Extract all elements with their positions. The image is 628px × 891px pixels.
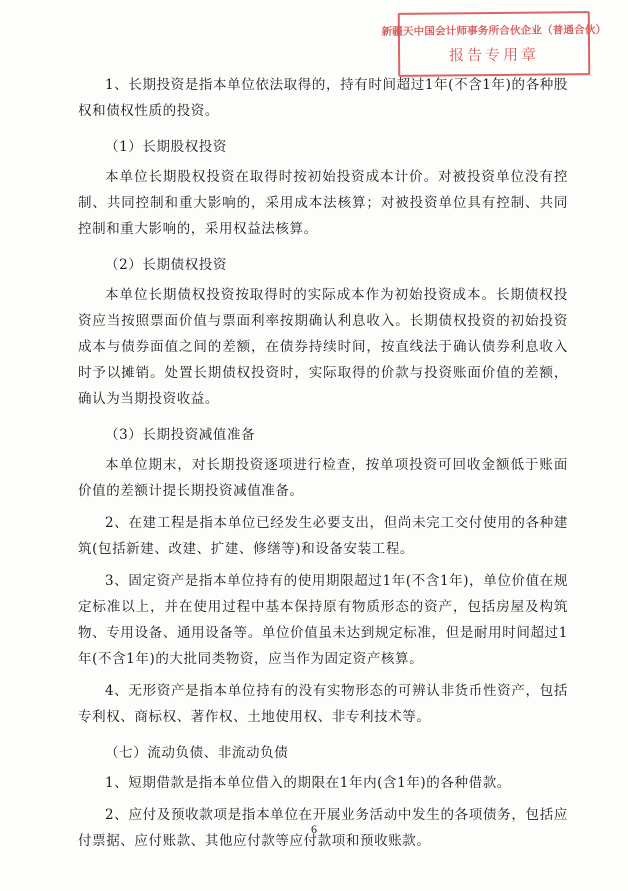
paragraph-intangible-assets: 4、无形资产是指本单位持有的没有实物形态的可辨认非货币性资产，包括专利权、商标权、著作权、土地使用权、非专利技术等。 <box>78 683 568 725</box>
paragraph-impairment: 本单位期末，对长期投资逐项进行检查，按单项投资可回收金额低于账面价值的差额计提长期投资减值准备。 <box>78 457 568 499</box>
page-number: 6 <box>311 822 317 836</box>
paragraph-payables: 2、应付及预收款项是指本单位在开展业务活动中发生的各项债务，包括应付票据、应付账款、其他应付款等应付款项和预收账款。 <box>78 807 568 849</box>
paragraph-short-term-borrowings: 1、短期借款是指本单位借入的期限在1年内(含1年)的各种借款。 <box>105 775 511 791</box>
heading-impairment-provision: （3）长期投资减值准备 <box>105 427 256 443</box>
heading-long-term-equity-investment: （1）长期股权投资 <box>105 139 227 155</box>
stamp-firm-name: 新疆天中国会计师事务所合伙企业（普通合伙） <box>381 24 607 38</box>
document-body <box>78 72 568 854</box>
paragraph-construction-in-progress: 2、在建工程是指本单位已经发生必要支出，但尚未完工交付使用的各种建筑(包括新建、改建、扩建、修缮等)和设备安装工程。 <box>78 515 568 557</box>
stamp-title: 报告专用章 <box>449 45 540 65</box>
paragraph-fixed-assets: 3、固定资产是指本单位持有的使用期限超过1年(不含1年)，单位价值在规定标准以上，并在使用过程中基本保持原有物质形态的资产，包括房屋及构筑物、专用设备、通用设备等。单位价值虽未达到规定标准，但是耐用时间超过1年(不含1年)的大批同类物资，应当作为固定资产核算。 <box>78 573 568 667</box>
report-seal-stamp <box>381 11 607 77</box>
paragraph-debt-investment: 本单位长期债权投资按取得时的实际成本作为初始投资成本。长期债权投资应当按照票面价值与票面利率按期确认利息收入。长期债权投资的初始投资成本与债券面值之间的差额，在债券持续时间，按直线法于确认债券利息收入时予以摊销。处置长期债权投资时，实际取得的价款与投资账面价值的差额，确认为当期投资收益。 <box>78 287 568 407</box>
heading-liabilities: （七）流动负债、非流动负债 <box>105 745 289 761</box>
paragraph-equity-investment: 本单位长期股权投资在取得时按初始投资成本计价。对被投资单位没有控制、共同控制和重大影响的，采用成本法核算；对被投资单位具有控制、共同控制和重大影响的，采用权益法核算。 <box>78 169 568 237</box>
heading-long-term-debt-investment: （2）长期债权投资 <box>105 257 227 273</box>
paragraph-long-term-investment: 1、长期投资是指本单位依法取得的，持有时间超过1年(不含1年)的各种股权和债权性质的投资。 <box>78 77 568 119</box>
